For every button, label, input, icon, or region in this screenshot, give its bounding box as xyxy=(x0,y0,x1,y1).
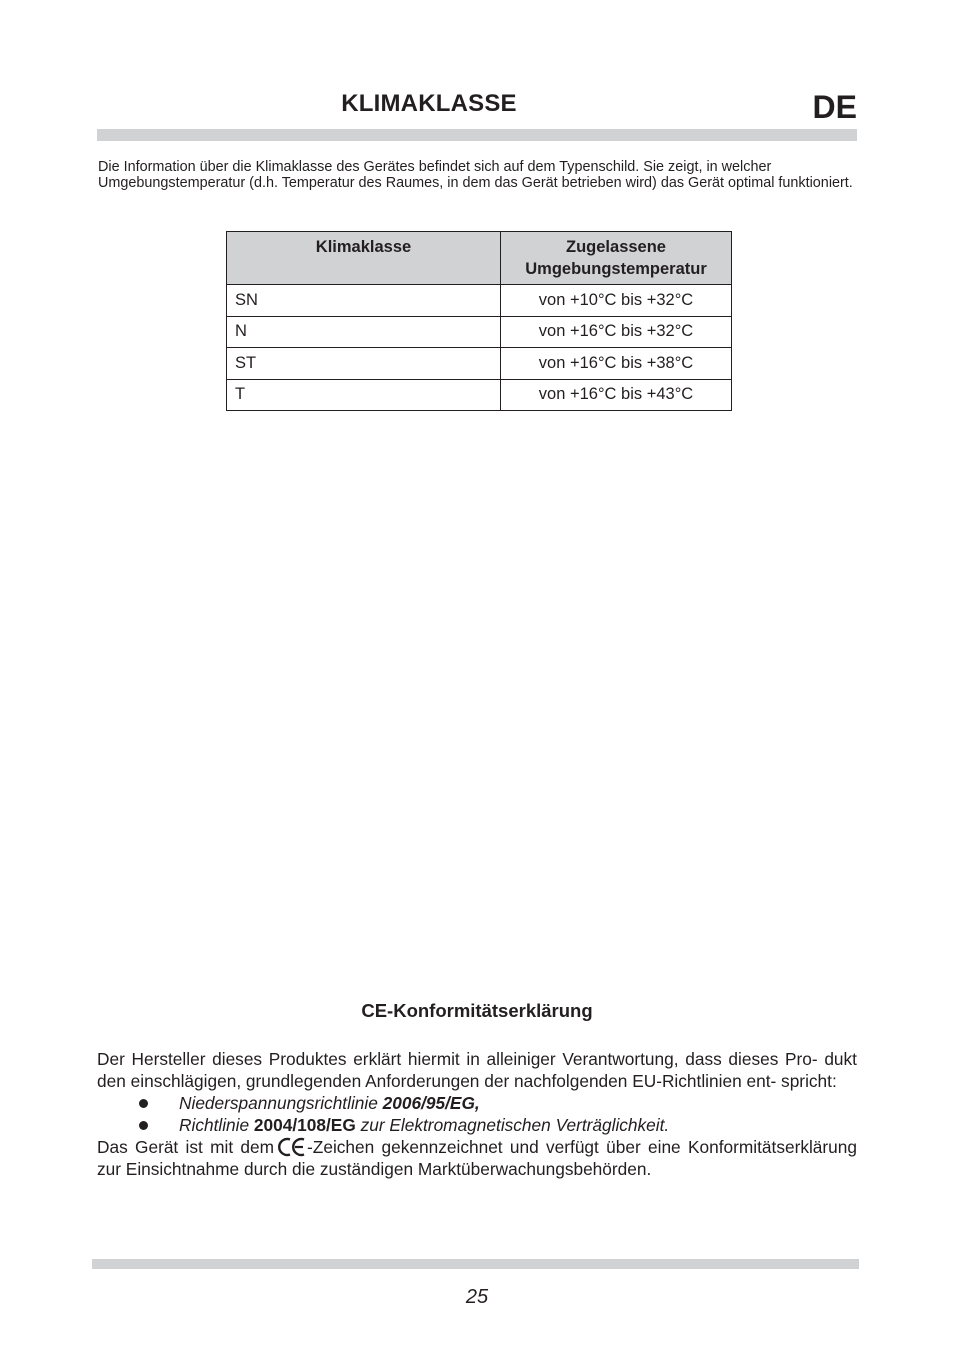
table-header-row xyxy=(227,232,732,285)
directive-code: 2006/95/EG, xyxy=(382,1093,480,1113)
climate-class-cell: SN xyxy=(227,285,501,317)
list-item xyxy=(97,1114,857,1136)
directive-list xyxy=(97,1092,857,1136)
directive-name: Richtlinie xyxy=(179,1115,254,1135)
table-row xyxy=(227,379,732,411)
table-row xyxy=(227,348,732,380)
table-header-temperature: Zugelassene Umgebungstemperatur xyxy=(501,232,732,285)
language-code: DE xyxy=(812,89,857,125)
ce-body xyxy=(97,1048,857,1180)
climate-class-table xyxy=(226,231,732,411)
page-title: KLIMAKLASSE xyxy=(341,90,517,117)
directive-code: 2004/108/EG xyxy=(253,1115,356,1135)
table-row xyxy=(227,316,732,348)
intro-paragraph: Die Information über die Klimaklasse des Gerätes befindet sich auf dem Typenschild. Sie zeigt, in welcher Umgebungstemperatur (d.h. Temperatur des Raumes, in dem das Gerät betrieben wird) das Gerät optimal funktioniert. xyxy=(98,159,853,191)
climate-class-cell: ST xyxy=(227,348,501,380)
bullet-icon xyxy=(139,1121,148,1130)
ce-mark-text-before: Das Gerät ist mit dem xyxy=(97,1137,275,1157)
ce-declaration-paragraph: Der Hersteller dieses Produktes erklärt hiermit in alleiniger Verantwortung, dass dieses Pro- dukt den einschlägigen, grundlegenden Anforderungen der nachfolgenden EU-Richtlinien ent- spricht: xyxy=(97,1049,857,1091)
temperature-range-cell: von +16°C bis +32°C xyxy=(501,316,732,348)
list-item xyxy=(97,1092,857,1114)
ce-mark-paragraph xyxy=(97,1136,857,1180)
climate-class-cell: T xyxy=(227,379,501,411)
bullet-icon xyxy=(139,1099,148,1108)
header-divider-bar xyxy=(97,129,857,141)
table-row xyxy=(227,285,732,317)
directive-name: Niederspannungsrichtlinie xyxy=(179,1093,383,1113)
climate-class-cell: N xyxy=(227,316,501,348)
ce-mark-icon xyxy=(278,1137,306,1157)
footer-divider-bar xyxy=(92,1259,859,1269)
ce-heading: CE-Konformitätserklärung xyxy=(361,1000,593,1021)
temperature-range-cell: von +16°C bis +43°C xyxy=(501,379,732,411)
ce-mark-text-after: -Zeichen gekennzeichnet und verfügt über eine Konformitätserklärung zur Einsichtnahme durch die zuständigen Marktüberwachungsbehörden. xyxy=(97,1137,858,1179)
temperature-range-cell: von +10°C bis +32°C xyxy=(501,285,732,317)
temperature-range-cell: von +16°C bis +38°C xyxy=(501,348,732,380)
directive-description: zur Elektromagnetischen Verträglichkeit. xyxy=(355,1115,670,1135)
table-header-klimaklasse: Klimaklasse xyxy=(227,232,501,285)
page-number: 25 xyxy=(465,1286,489,1308)
